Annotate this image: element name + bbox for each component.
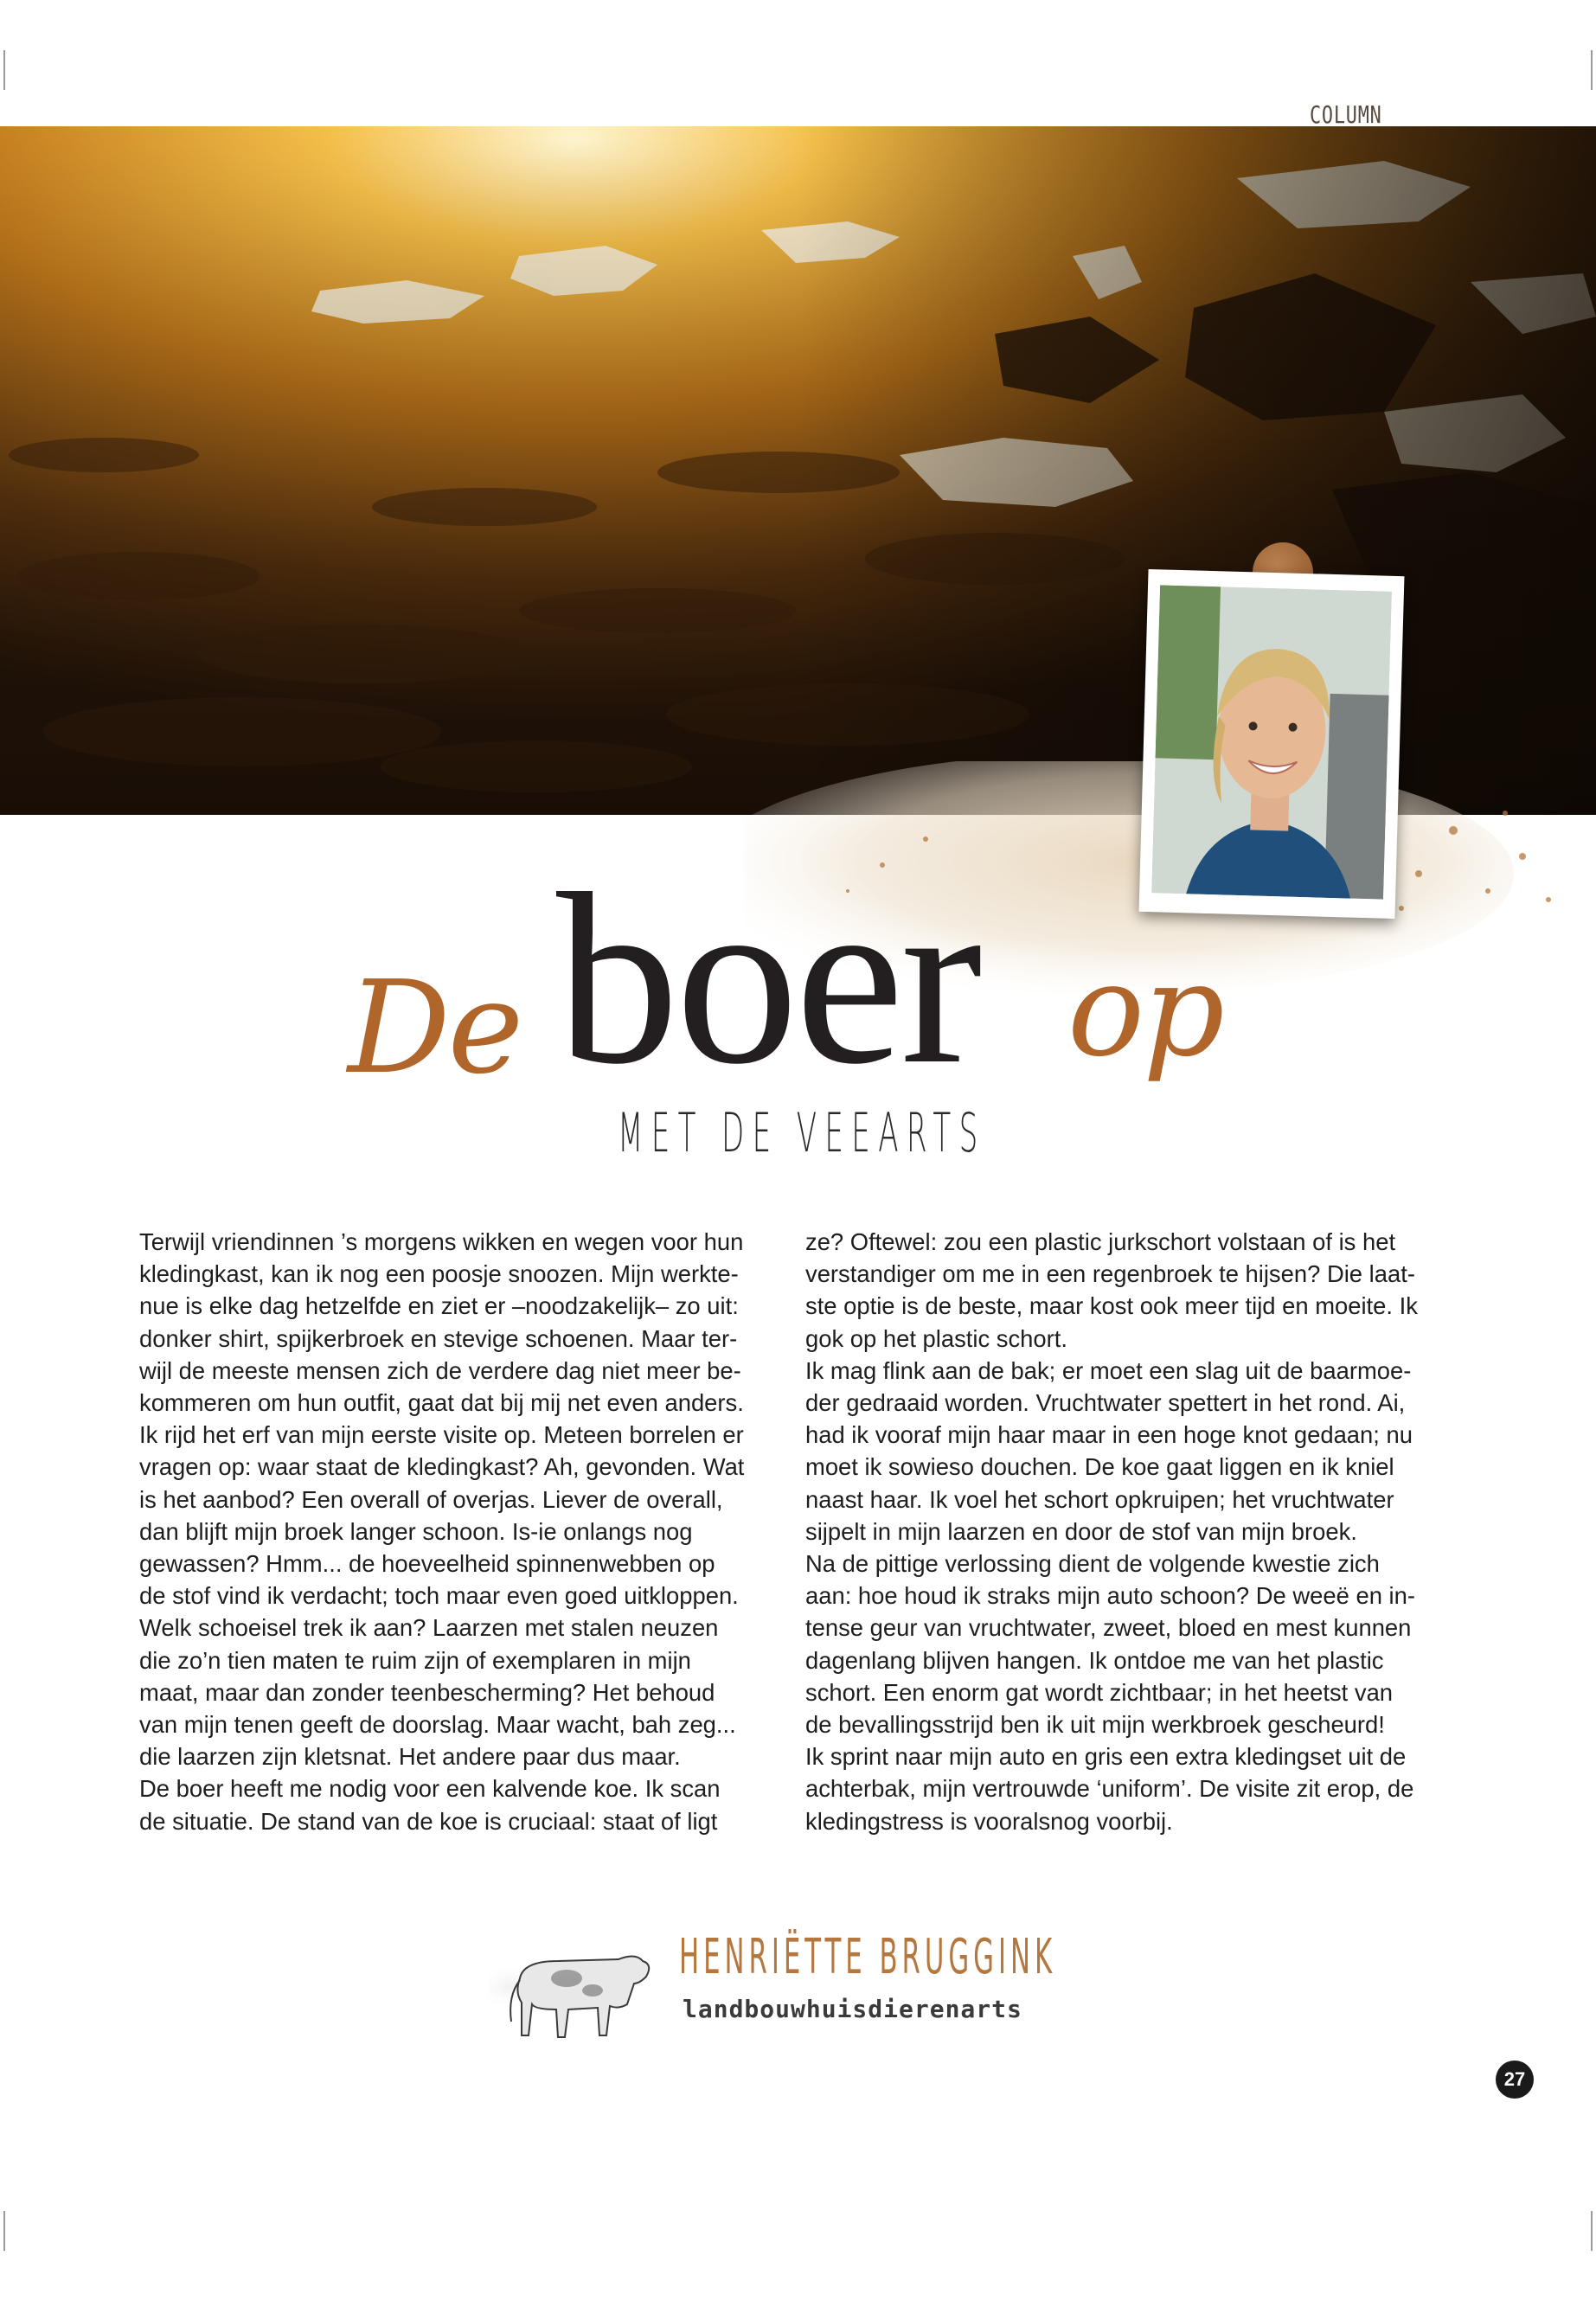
text-line: Ik rijd het erf van mijn eerste visite op. Meteen borrelen er bbox=[139, 1421, 744, 1449]
article-subtitle: MET DE VEEARTS bbox=[618, 1101, 986, 1164]
author-role: landbouwhuisdierenarts bbox=[683, 1995, 1022, 2023]
text-line: dagenlang blijven hangen. Ik ontdoe me van het plastic bbox=[805, 1646, 1384, 1674]
text-line: Na de pittige verlossing dient de volgende kwestie zich bbox=[805, 1550, 1380, 1578]
title-part-op: op bbox=[1067, 936, 1223, 1085]
text-line: de situatie. De stand van de koe is cruciaal: staat of ligt bbox=[139, 1807, 718, 1835]
text-line: ze? Oftewel: zou een plastic jurkschort volstaan of is het bbox=[805, 1228, 1396, 1255]
text-line: moet ik sowieso douchen. De koe gaat liggen en ik kniel bbox=[805, 1453, 1394, 1481]
text-line: maat, maar dan zonder teenbescherming? Het behoud bbox=[139, 1678, 715, 1706]
text-line: van mijn tenen geeft de doorslag. Maar wacht, bah zeg... bbox=[139, 1711, 736, 1739]
page-number-badge: 27 bbox=[1496, 2061, 1534, 2099]
article-column-left bbox=[139, 1226, 784, 1837]
author-name: HENRIËTTE BRUGGINK bbox=[679, 1929, 1057, 1985]
section-label: COLUMN bbox=[1310, 100, 1382, 129]
title-part-boer: boer bbox=[556, 843, 979, 1115]
text-line: donker shirt, spijkerbroek en stevige schoenen. Maar ter- bbox=[139, 1324, 738, 1352]
text-line: der gedraaid worden. Vruchtwater spettert in het rond. Ai, bbox=[805, 1389, 1406, 1417]
article-title bbox=[0, 843, 1596, 1116]
author-photo bbox=[1139, 569, 1405, 919]
text-line: naast haar. Ik voel het schort opkruipen; het vruchtwater bbox=[805, 1485, 1394, 1513]
text-line: tense geur van vruchtwater, zweet, bloed en mest kunnen bbox=[805, 1614, 1412, 1642]
text-line: sijpelt in mijn laarzen en door de stof van mijn broek. bbox=[805, 1517, 1357, 1545]
text-line: achterbak, mijn vertrouwde ‘uniform’. De visite zit erop, de bbox=[805, 1775, 1414, 1803]
text-line: aan: hoe houd ik straks mijn auto schoon? De weeë en in- bbox=[805, 1582, 1415, 1610]
text-line: die zo’n tien maten te ruim zijn of exemplaren in mijn bbox=[139, 1646, 691, 1674]
text-line: gewassen? Hmm... de hoeveelheid spinnenwebben op bbox=[139, 1550, 715, 1578]
text-line: is het aanbod? Een overall of overjas. Liever de overall, bbox=[139, 1485, 723, 1513]
text-line: had ik vooraf mijn haar maar in een hoge knot gedaan; nu bbox=[805, 1421, 1413, 1449]
text-line: ste optie is de beste, maar kost ook meer tijd en moeite. Ik bbox=[805, 1292, 1418, 1320]
text-line: de stof vind ik verdacht; toch maar even goed uitkloppen. bbox=[139, 1582, 739, 1610]
text-line: Ik sprint naar mijn auto en gris een extra kledingset uit de bbox=[805, 1743, 1407, 1771]
text-line: wijl de meeste mensen zich de verdere dag niet meer be- bbox=[139, 1356, 741, 1384]
text-line: de bevallingsstrijd ben ik uit mijn werkbroek gescheurd! bbox=[805, 1711, 1385, 1739]
text-line: Welk schoeisel trek ik aan? Laarzen met stalen neuzen bbox=[139, 1614, 719, 1642]
text-line: Ik mag flink aan de bak; er moet een slag uit de baarmoe- bbox=[805, 1356, 1412, 1384]
text-line: nue is elke dag hetzelfde en ziet er –noodzakelijk– zo uit: bbox=[139, 1292, 739, 1320]
text-line: gok op het plastic schort. bbox=[805, 1324, 1067, 1352]
text-line: De boer heeft me nodig voor een kalvende koe. Ik scan bbox=[139, 1775, 721, 1803]
text-line: verstandiger om me in een regenbroek te hijsen? Die laat- bbox=[805, 1260, 1415, 1288]
text-line: kledingstress is vooralsnog voorbij. bbox=[805, 1807, 1173, 1835]
text-line: dan blijft mijn broek langer schoon. Is-ie onlangs nog bbox=[139, 1517, 693, 1545]
text-line: Terwijl vriendinnen ’s morgens wikken en wegen voor hun bbox=[139, 1228, 744, 1255]
crop-mark bbox=[3, 2211, 5, 2251]
text-line: kledingkast, kan ik nog een poosje snoozen. Mijn werkte- bbox=[139, 1260, 739, 1288]
title-part-de: De bbox=[348, 953, 522, 1102]
crop-mark bbox=[1591, 2211, 1593, 2251]
crop-mark bbox=[3, 50, 5, 90]
text-line: kommeren om hun outfit, gaat dat bij mij net even anders. bbox=[139, 1389, 744, 1417]
crop-mark bbox=[1591, 50, 1593, 90]
text-line: vragen op: waar staat de kledingkast? Ah, gevonden. Wat bbox=[139, 1453, 745, 1481]
text-line: die laarzen zijn kletsnat. Het andere paar dus maar. bbox=[139, 1743, 681, 1771]
text-line: schort. Een enorm gat wordt zichtbaar; in het heetst van bbox=[805, 1678, 1394, 1706]
article-column-right bbox=[805, 1226, 1450, 1837]
